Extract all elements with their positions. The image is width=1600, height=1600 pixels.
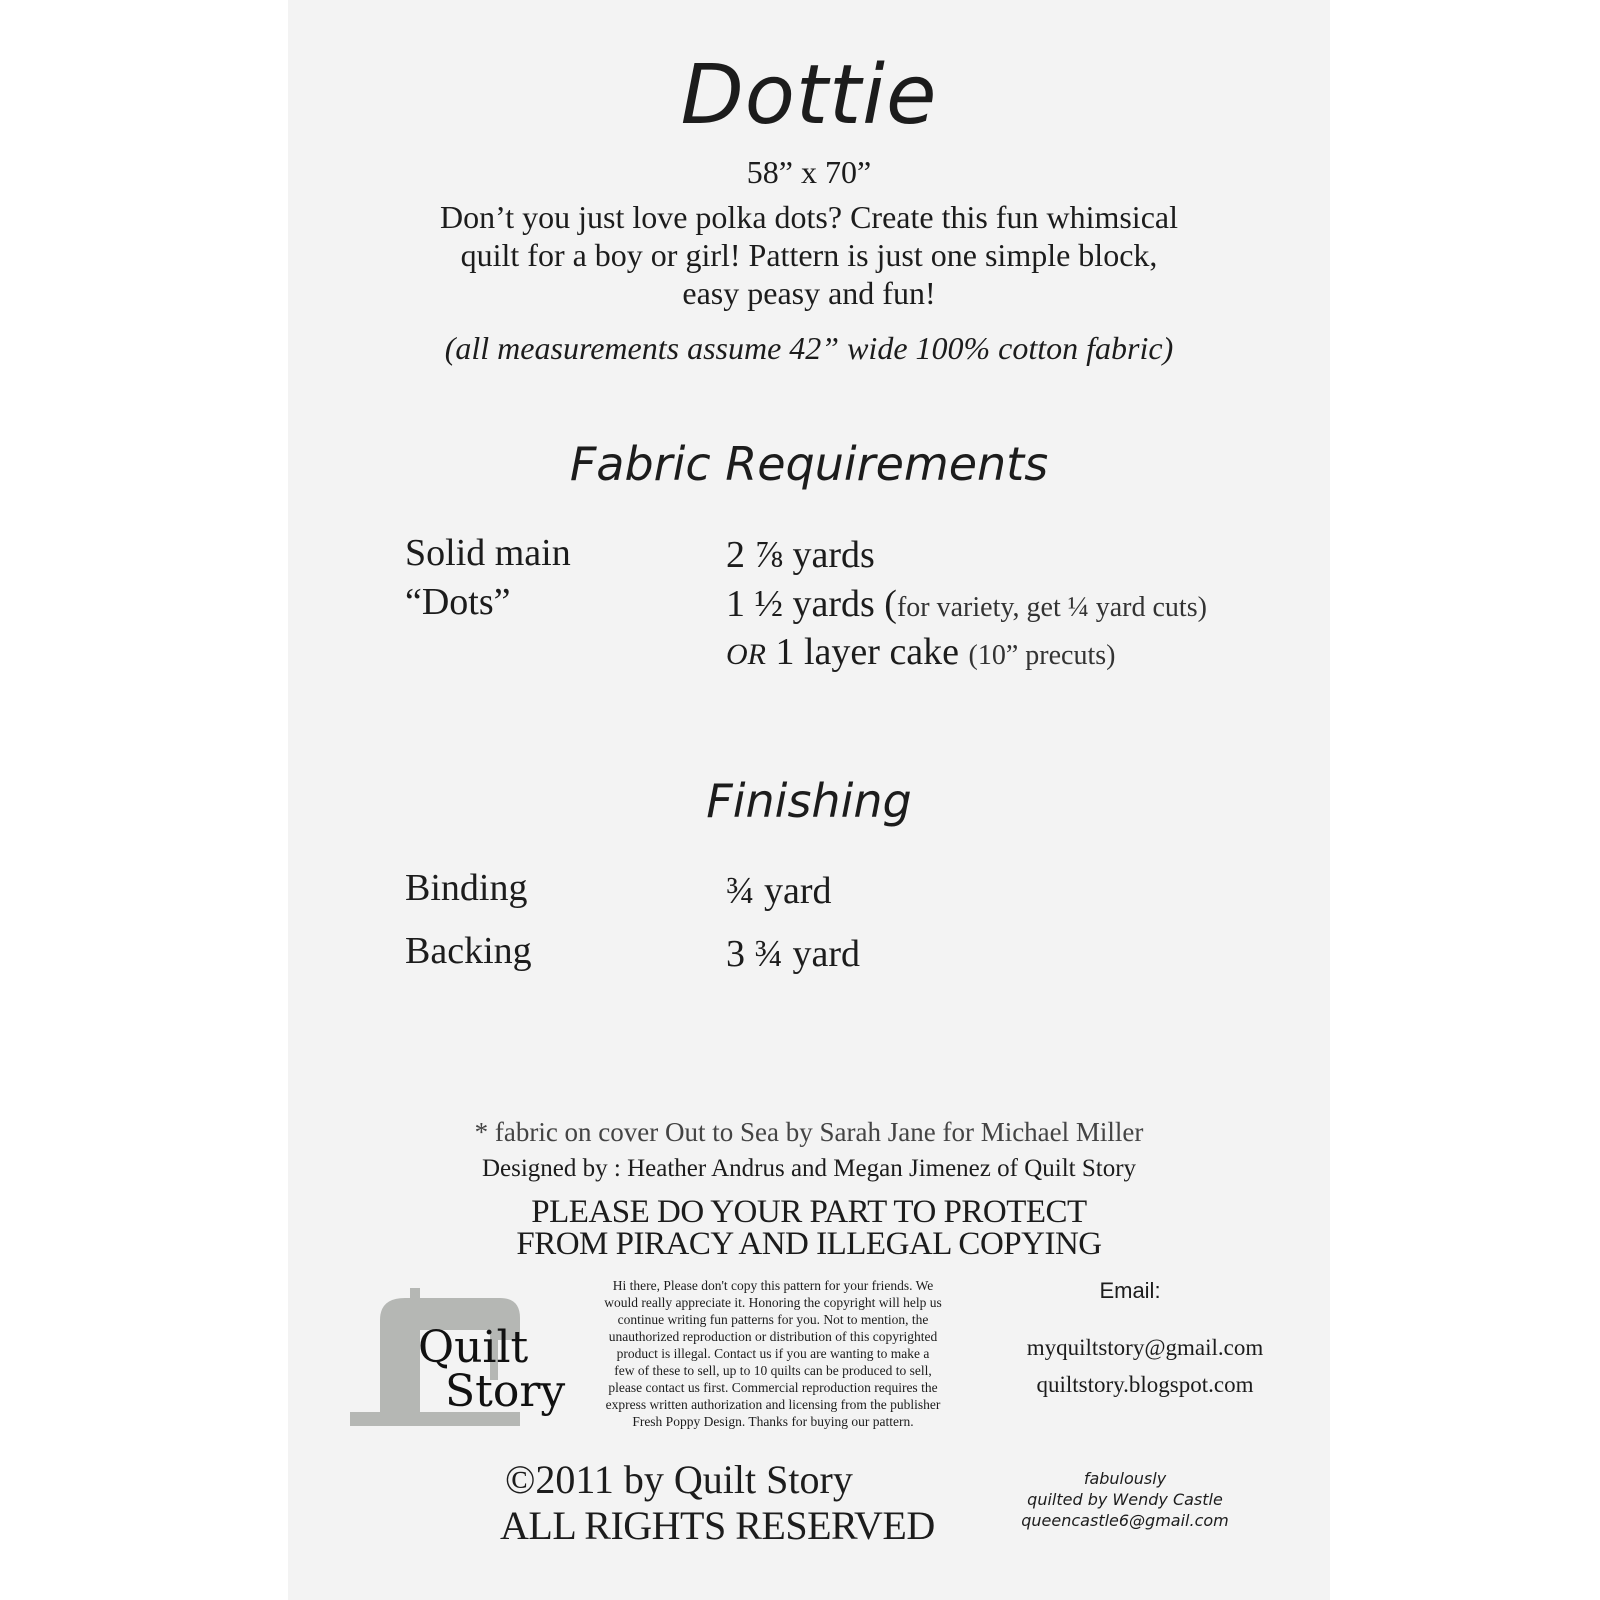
copyright-notice — [578, 1277, 968, 1430]
finishing-label: Binding — [405, 867, 528, 909]
notice-line: unauthorized reproduction or distribution of this copyrighted — [608, 1329, 938, 1344]
finishing-value: 3 ¾ yard — [726, 933, 861, 975]
quilt-size: 58” x 70” — [746, 154, 872, 190]
fabric-amount: 1 ½ yards ( — [726, 583, 897, 625]
fabric-label: Solid main — [405, 532, 571, 574]
notice-line: express written authorization and licensing from the publisher — [605, 1397, 941, 1412]
fabric-amount: 1 layer cake — [766, 631, 969, 673]
finishing-label: Backing — [405, 930, 532, 972]
notice-line: Fresh Poppy Design. Thanks for buying our pattern. — [632, 1414, 914, 1429]
quilted-line: quilted by Wendy Castle — [1027, 1490, 1223, 1509]
warning-line: PLEASE DO YOUR PART TO PROTECT — [531, 1194, 1087, 1230]
logo-word: Quilt — [418, 1322, 529, 1373]
measurement-note: (all measurements assume 42” wide 100% cotton fabric) — [444, 330, 1174, 366]
pattern-title: Dottie — [680, 48, 938, 143]
description — [288, 198, 1330, 312]
fabric-amount: 2 ⅞ yards — [726, 534, 875, 576]
piracy-warning — [288, 1196, 1330, 1260]
fabric-note: (10” precuts) — [968, 640, 1116, 671]
notice-line: continue writing fun patterns for you. Not to mention, the — [617, 1312, 929, 1327]
quilted-email[interactable]: queencastle6@gmail.com — [1021, 1511, 1229, 1530]
fabric-note: for variety, get ¼ yard cuts) — [896, 592, 1207, 623]
fabric-credit: * fabric on cover Out to Sea by Sarah Jane for Michael Miller — [474, 1117, 1144, 1147]
notice-line: product is illegal. Contact us if you are wanting to make a — [616, 1346, 930, 1361]
quilted-by — [1010, 1468, 1240, 1531]
description-line: Don’t you just love polka dots? Create this fun whimsical — [440, 199, 1178, 235]
fabric-or: OR — [726, 638, 766, 671]
notice-line: please contact us first. Commercial reproduction requires the — [608, 1380, 938, 1395]
copyright-line: ©2011 by Quilt Story — [505, 1457, 853, 1502]
designed-by: Designed by : Heather Andrus and Megan Jimenez of Quilt Story — [481, 1155, 1137, 1182]
fabric-value — [726, 582, 1207, 626]
fabric-heading: Fabric Requirements — [569, 437, 1049, 491]
quilt-story-logo — [350, 1270, 570, 1430]
description-line: quilt for a boy or girl! Pattern is just one simple block, — [460, 237, 1158, 273]
fabric-value — [726, 630, 1115, 674]
email-label: Email: — [1099, 1278, 1161, 1303]
quilted-line: fabulously — [1083, 1469, 1167, 1488]
warning-line: FROM PIRACY AND ILLEGAL COPYING — [516, 1226, 1102, 1262]
rights-reserved: ALL RIGHTS RESERVED — [500, 1503, 935, 1548]
fabric-value — [726, 533, 875, 577]
notice-line: Hi there, Please don't copy this pattern for your friends. We — [612, 1278, 934, 1293]
finishing-value: ¾ yard — [726, 870, 832, 912]
notice-line: would really appreciate it. Honoring the copyright will help us — [604, 1295, 942, 1310]
fabric-label: “Dots” — [405, 581, 511, 623]
logo-word: Story — [445, 1366, 566, 1417]
blog-address[interactable]: quiltstory.blogspot.com — [1036, 1372, 1254, 1397]
finishing-heading: Finishing — [706, 774, 912, 828]
description-line: easy peasy and fun! — [682, 275, 936, 311]
email-address[interactable]: myquiltstory@gmail.com — [1026, 1335, 1264, 1360]
notice-line: few of these to sell, up to 10 quilts can be produced to sell, — [614, 1363, 932, 1378]
